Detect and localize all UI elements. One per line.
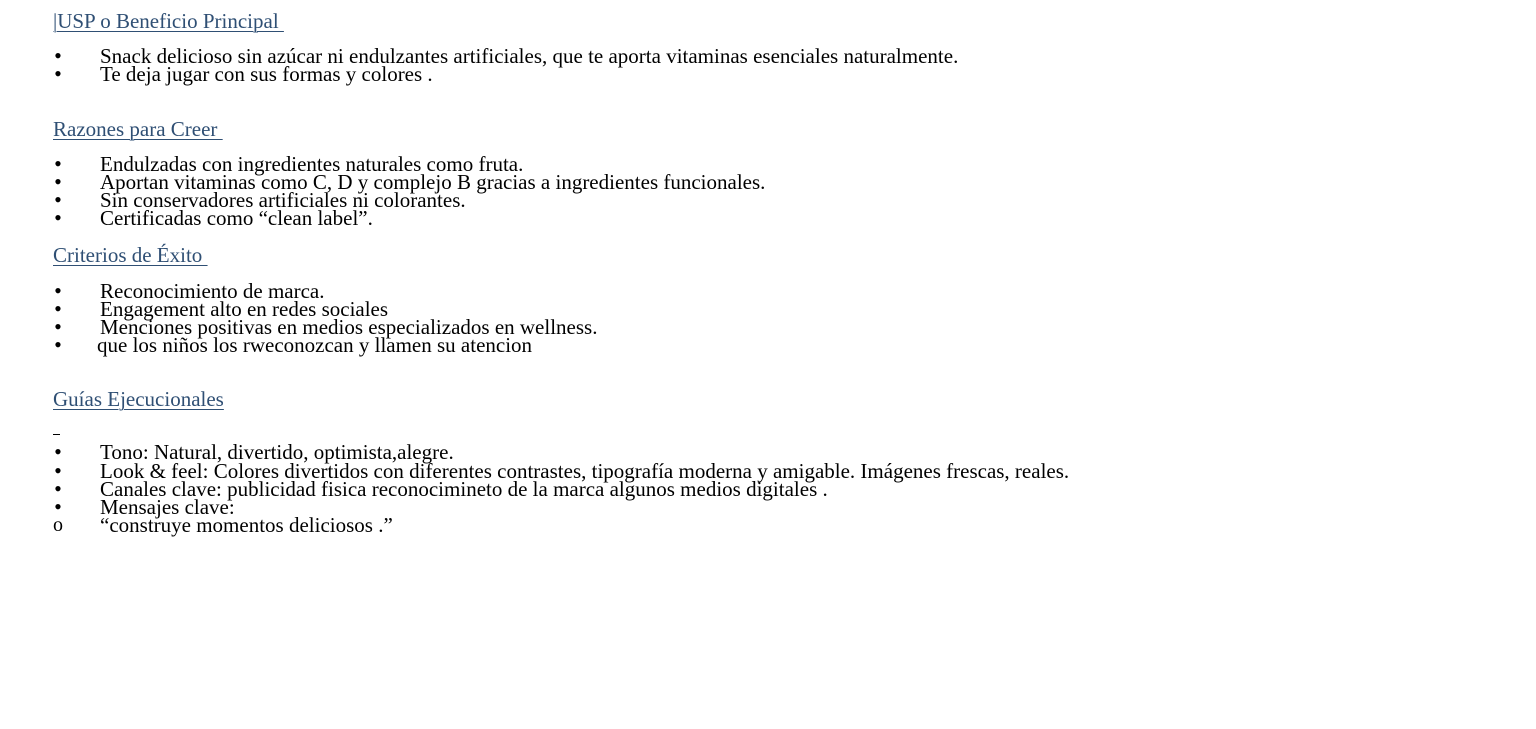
bullet-icon: • <box>54 439 62 464</box>
list-item <box>0 458 1070 483</box>
list-item <box>0 187 466 212</box>
bullet-icon: • <box>54 278 62 303</box>
list-item-text: Canales clave: publicidad fisica reconocimineto de la marca algunos medios digitales . <box>100 477 828 501</box>
heading-criterios: Criterios de Éxito <box>53 243 208 267</box>
list-item <box>0 278 325 303</box>
circle-bullet-icon: o <box>53 514 63 536</box>
list-item-text: Mensajes clave: <box>100 495 235 519</box>
bullet-icon: • <box>54 43 62 68</box>
list-item-text: Snack delicioso sin azúcar ni endulzantes artificiales, que te aporta vitaminas esenciales naturalmente. <box>100 44 959 68</box>
list-item-text: Endulzadas con ingredientes naturales como fruta. <box>100 152 524 176</box>
heading-guias: Guías Ejecucionales <box>53 387 224 411</box>
bullet-icon: • <box>54 205 62 230</box>
list-item <box>0 439 454 464</box>
list-item <box>0 494 235 519</box>
bullet-icon: • <box>54 151 62 176</box>
stray-dash-mark <box>53 434 60 435</box>
list-item <box>0 151 524 176</box>
list-item <box>0 314 598 339</box>
list-item-text: Tono: Natural, divertido, optimista,alegre. <box>100 440 454 464</box>
bullet-icon: • <box>54 494 62 519</box>
list-item-text: Reconocimiento de marca. <box>100 279 325 303</box>
list-item-text: Te deja jugar con sus formas y colores . <box>100 62 433 86</box>
list-item-text: Aportan vitaminas como C, D y complejo B gracias a ingredientes funcionales. <box>100 170 766 194</box>
list-item <box>0 43 959 68</box>
list-item-text: Menciones positivas en medios especializados en wellness. <box>100 315 598 339</box>
list-item-text: Look & feel: Colores divertidos con diferentes contrastes, tipografía moderna y amigable. Imágenes frescas, reales. <box>100 459 1070 483</box>
list-item <box>0 296 389 321</box>
bullet-icon: • <box>54 61 62 86</box>
bullet-icon: • <box>54 169 62 194</box>
bullet-icon: • <box>54 296 62 321</box>
heading-razones: Razones para Creer <box>53 117 223 141</box>
list-item <box>0 61 433 86</box>
list-item <box>0 476 828 501</box>
bullet-icon: • <box>54 187 62 212</box>
list-item <box>0 332 533 357</box>
bullet-icon: • <box>54 314 62 339</box>
list-item <box>0 169 766 194</box>
sub-list-item-text: “construye momentos deliciosos .” <box>100 513 393 537</box>
bullet-icon: • <box>54 332 62 357</box>
bullet-icon: • <box>54 476 62 501</box>
list-item-text: Certificadas como “clean label”. <box>100 206 373 230</box>
sub-list-item <box>0 513 393 537</box>
list-item <box>0 205 373 230</box>
list-item-text: Engagement alto en redes sociales <box>100 297 389 321</box>
list-item-text: Sin conservadores artificiales ni colorantes. <box>100 188 466 212</box>
list-item-text: que los niños los rweconozcan y llamen su atencion <box>97 333 533 357</box>
heading-usp: |USP o Beneficio Principal <box>53 9 284 33</box>
bullet-icon: • <box>54 458 62 483</box>
